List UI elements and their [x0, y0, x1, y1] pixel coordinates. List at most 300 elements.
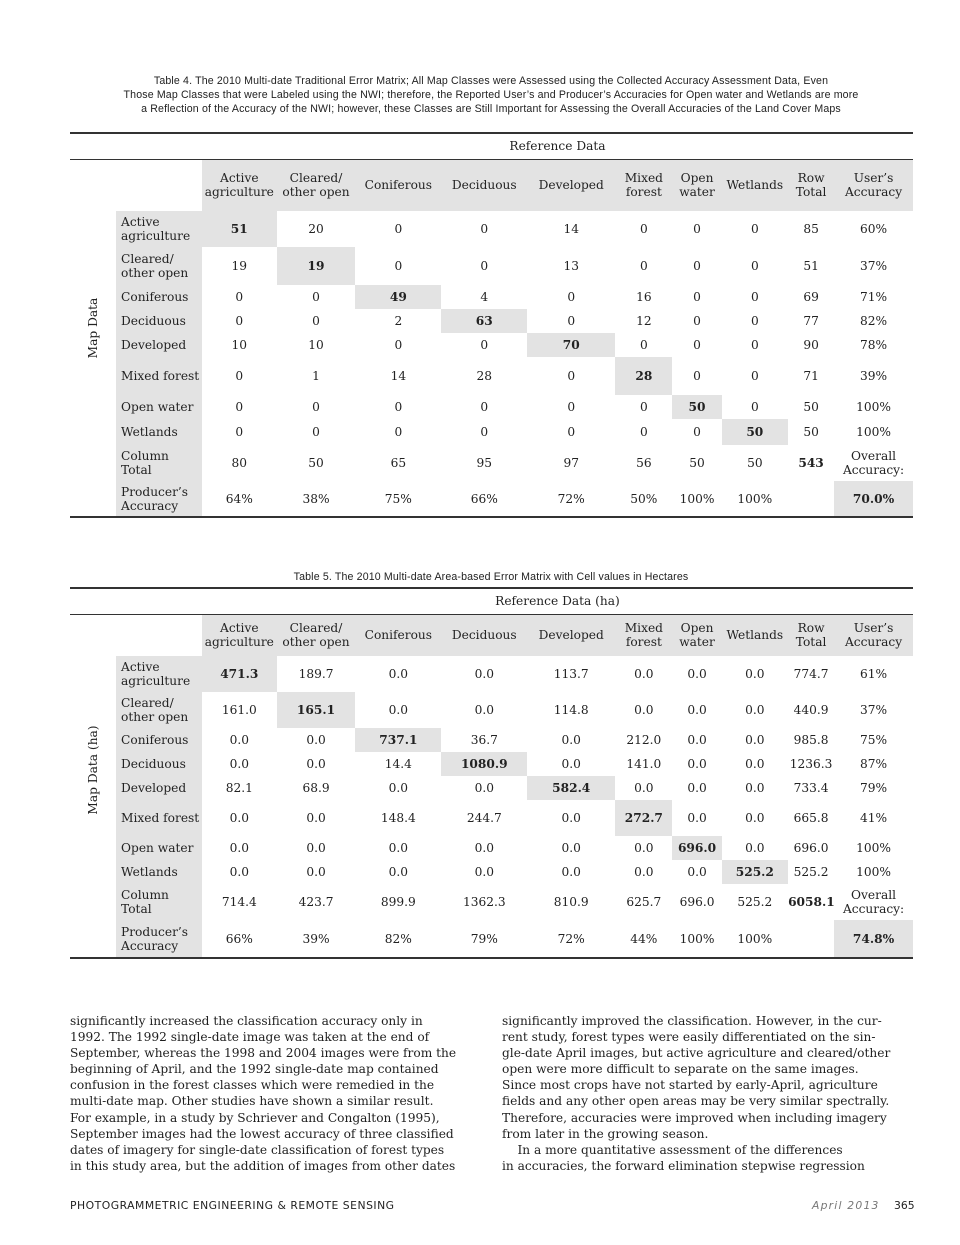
map-data-axis	[70, 211, 116, 445]
table-cell: 50	[672, 395, 721, 419]
body-text-line: fields and any other open areas may be very similar spectrally.	[502, 1094, 890, 1109]
table-cell: 244.7	[466, 811, 502, 825]
producer-accuracy-label: Producer’s Accuracy	[116, 920, 202, 958]
table-cell: 39%	[860, 369, 888, 383]
column-header: Deciduous	[441, 614, 527, 656]
table-cell: 50	[803, 425, 819, 439]
header-spacer	[70, 159, 116, 211]
producer-accuracy-cell: 39%	[277, 920, 356, 958]
body-text-line: multi-date map. Other studies have shown a similar result.	[70, 1094, 434, 1109]
table-cell: 1236.3	[789, 757, 833, 771]
body-text-line: Since most crops have not started by early-April, agriculture	[502, 1078, 878, 1093]
table-cell: 28	[615, 357, 672, 395]
column-total-cell: 50	[689, 456, 705, 470]
table-cell: 0	[480, 259, 489, 273]
table-cell: 985.8	[793, 733, 829, 747]
table-cell: 0.0	[634, 841, 654, 855]
table-cell: 113.7	[553, 667, 589, 681]
table-cell: 0.0	[687, 811, 707, 825]
table-cell: 114.8	[553, 703, 589, 717]
table-cell: 0.0	[687, 667, 707, 681]
table-row	[70, 836, 913, 860]
producer-accuracy-cell: 72%	[527, 481, 615, 517]
table-cell: 100%	[856, 865, 891, 879]
caption-line: Those Map Classes that were Labeled using the NWI; therefore, the Reported User’s and Producer’s Accuracies for Open water and Wetlands are more	[123, 89, 859, 101]
table4-caption	[70, 74, 912, 116]
table-cell: 0	[567, 425, 576, 439]
body-text-line: September, whereas the 1998 and 2004 images were from the	[70, 1046, 457, 1061]
body-text-line: gle-date April images, but active agriculture and cleared/other	[502, 1046, 891, 1061]
table-cell: 0	[235, 400, 244, 414]
column-total-cell: 714.4	[221, 895, 257, 909]
table-row	[70, 728, 913, 752]
table-cell: 90	[803, 338, 819, 352]
table-cell: 0.0	[745, 781, 765, 795]
row-label: Cleared/ other open	[116, 692, 202, 728]
column-header: Developed	[527, 159, 615, 211]
row-label: Developed	[116, 776, 202, 800]
table-cell: 0.0	[474, 841, 494, 855]
table-cell: 14	[563, 222, 579, 236]
table-cell: 82%	[860, 314, 888, 328]
row-label: Mixed forest	[116, 357, 202, 395]
table-cell: 0	[394, 338, 403, 352]
table-cell: 0	[312, 290, 320, 304]
column-header: Open water	[672, 614, 721, 656]
producer-accuracy-cell: 100%	[722, 481, 788, 517]
table-cell: 36.7	[470, 733, 498, 747]
table-cell: 14.4	[384, 757, 412, 771]
table-cell: 70	[527, 333, 615, 357]
table-cell: 0	[394, 425, 403, 439]
producer-accuracy-cell: 82%	[355, 920, 441, 958]
table-cell: 51	[202, 211, 277, 247]
reference-data-label: Reference Data (ha)	[202, 588, 913, 614]
table-cell: 0.0	[745, 757, 765, 771]
table-cell: 68.9	[302, 781, 330, 795]
table-cell: 10	[308, 338, 324, 352]
column-total-cell: 56	[636, 456, 652, 470]
table-cell: 71%	[860, 290, 888, 304]
table-cell: 0	[235, 290, 244, 304]
body-text-line: Therefore, accuracies were improved when including imagery	[502, 1110, 887, 1125]
table-cell: 0	[750, 369, 759, 383]
table-cell: 0.0	[229, 757, 249, 771]
table-cell: 51	[803, 259, 819, 273]
table-row	[70, 419, 913, 445]
body-text-line: 1992. The 1992 single-date image was taken at the end of	[70, 1030, 430, 1045]
table-cell: 0	[750, 259, 759, 273]
table-cell: 0	[750, 222, 759, 236]
table-cell: 0	[750, 314, 759, 328]
column-total-cell: 899.9	[380, 895, 416, 909]
table-cell: 212.0	[626, 733, 662, 747]
column-header: Mixed forest	[615, 159, 672, 211]
table-cell: 0.0	[388, 703, 409, 717]
table-cell: 14	[390, 369, 407, 383]
row-label: Active agriculture	[116, 211, 202, 247]
column-header: Row Total	[788, 614, 834, 656]
table-cell: 733.4	[793, 781, 829, 795]
table-cell: 0.0	[388, 667, 409, 681]
footer-issue-date: April 2013	[812, 1199, 880, 1212]
table-row	[70, 285, 913, 309]
footer-page-number: 365	[894, 1199, 915, 1212]
table-cell: 78%	[860, 338, 888, 352]
table-cell: 0.0	[388, 781, 409, 795]
table-cell: 0.0	[687, 703, 707, 717]
body-text-line: open were more difficult to separate on the same images.	[502, 1062, 859, 1077]
table-cell: 0.0	[388, 865, 409, 879]
table-cell: 189.7	[298, 667, 334, 681]
table-cell: 0.0	[306, 757, 326, 771]
table-cell: 0	[480, 425, 489, 439]
column-header: Open water	[672, 159, 721, 211]
producer-accuracy-cell: 72%	[527, 920, 615, 958]
table-cell: 0	[567, 314, 576, 328]
table-cell: 0	[693, 290, 701, 304]
table-cell: 0.0	[687, 757, 707, 771]
table-row	[70, 247, 913, 285]
column-header-row	[70, 159, 913, 211]
column-header: Active agriculture	[202, 614, 277, 656]
table-cell: 737.1	[355, 728, 441, 752]
table-cell: 0	[394, 259, 403, 273]
column-total-cell: 80	[231, 456, 248, 470]
table-cell: 440.9	[793, 703, 829, 717]
table-cell: 0.0	[745, 703, 765, 717]
table-cell: 0.0	[687, 865, 707, 879]
reference-data-label: Reference Data	[202, 133, 913, 159]
table-cell: 0	[693, 369, 701, 383]
table-cell: 0	[639, 259, 648, 273]
table-cell: 0.0	[229, 811, 249, 825]
header-spacer	[116, 133, 202, 159]
table5-area-error-matrix	[70, 587, 913, 959]
table-cell: 525.2	[793, 865, 829, 879]
column-header-row	[70, 614, 913, 656]
table-cell: 87%	[860, 757, 888, 771]
header-spacer	[116, 159, 202, 211]
header-spacer	[116, 614, 202, 656]
table-cell: 77	[803, 314, 819, 328]
row-label: Mixed forest	[116, 800, 202, 836]
column-header: User’s Accuracy	[834, 159, 913, 211]
header-spacer	[116, 588, 202, 614]
caption-line: a Reflection of the Accuracy of the NWI; however, these Classes are Still Important for Assessing the Overall Accuracies of the Land Cover Maps	[141, 103, 841, 115]
table-cell: 0	[750, 290, 759, 304]
table-cell: 0	[639, 425, 648, 439]
table-cell: 37%	[860, 703, 888, 717]
column-total-cell: 50	[308, 456, 324, 470]
table-cell: 100%	[856, 841, 891, 855]
footer-journal-name: PHOTOGRAMMETRIC ENGINEERING & REMOTE SENSING	[70, 1199, 395, 1212]
column-header: Coniferous	[355, 159, 441, 211]
table-cell: 0	[312, 314, 320, 328]
row-spacer	[70, 481, 116, 517]
table-cell: 0.0	[306, 841, 326, 855]
column-header: Coniferous	[355, 614, 441, 656]
table-cell: 61%	[860, 667, 888, 681]
producer-accuracy-cell: 100%	[672, 481, 721, 517]
header-spacer	[70, 588, 116, 614]
producer-accuracy-cell: 66%	[202, 920, 277, 958]
table-cell: 50	[803, 400, 819, 414]
table-cell: 0.0	[474, 781, 494, 795]
table-cell: 0.0	[745, 811, 765, 825]
column-total-cell: 423.7	[298, 895, 334, 909]
column-total-cell: 65	[390, 456, 407, 470]
column-total-cell: 95	[476, 456, 493, 470]
table-cell: 0.0	[561, 811, 581, 825]
table-cell: 0	[639, 222, 648, 236]
table-cell: 0.0	[634, 865, 654, 879]
table-row	[70, 395, 913, 419]
column-header: User’s Accuracy	[834, 614, 913, 656]
body-text-line: For example, in a study by Schriever and Congalton (1995),	[70, 1110, 440, 1125]
row-label: Wetlands	[116, 860, 202, 884]
row-label: Cleared/ other open	[116, 247, 202, 285]
table-cell: 141.0	[626, 757, 662, 771]
table-row	[70, 333, 913, 357]
table-cell: 0	[750, 400, 759, 414]
table-cell: 10	[231, 338, 248, 352]
table-cell: 4	[480, 290, 489, 304]
table-cell: 0.0	[561, 757, 581, 771]
row-label: Active agriculture	[116, 656, 202, 692]
table-cell: 100%	[856, 400, 891, 414]
table-cell: 0	[693, 425, 701, 439]
table-cell: 0	[693, 259, 701, 273]
column-header: Wetlands	[722, 614, 788, 656]
column-total-cell: 50	[747, 456, 763, 470]
table-cell: 79%	[860, 781, 888, 795]
table-cell: 60%	[860, 222, 888, 236]
body-text-line: confusion in the forest classes which were remedied in the	[70, 1078, 435, 1093]
table-cell: 71	[803, 369, 819, 383]
table-cell: 85	[803, 222, 819, 236]
table-cell: 0	[480, 338, 489, 352]
column-header: Cleared/ other open	[277, 614, 356, 656]
table-cell: 582.4	[527, 776, 615, 800]
producer-accuracy-cell: 100%	[722, 920, 788, 958]
column-total-label: Column Total	[116, 445, 202, 481]
row-spacer	[70, 445, 116, 481]
table-cell: 0.0	[561, 733, 581, 747]
column-total-cell: 625.7	[626, 895, 662, 909]
column-total-cell: 810.9	[553, 895, 589, 909]
header-spacer	[70, 133, 116, 159]
table-row	[70, 309, 913, 333]
row-label: Open water	[116, 395, 202, 419]
table-cell: 665.8	[793, 811, 829, 825]
caption-line: Table 4. The 2010 Multi-date Traditional Error Matrix; All Map Classes were Assessed using the Collected Accuracy Assessment Data, Even	[153, 75, 829, 87]
table-cell: 1080.9	[441, 752, 527, 776]
table-cell: 696.0	[793, 841, 829, 855]
producer-accuracy-cell: 100%	[672, 920, 721, 958]
map-data-axis	[70, 656, 116, 884]
body-text-line: in accuracies, the forward elimination stepwise regression	[502, 1158, 865, 1173]
table-cell: 0.0	[474, 865, 494, 879]
table-cell: 0.0	[634, 781, 654, 795]
table-cell: 0.0	[634, 667, 654, 681]
overall-accuracy-value: 70.0%	[834, 481, 913, 517]
table-cell: 50	[722, 419, 788, 445]
table-cell: 0	[693, 222, 701, 236]
table-cell: 69	[803, 290, 819, 304]
table-cell: 148.4	[380, 811, 416, 825]
map-data-label: Map Data	[86, 297, 101, 359]
table-cell: 0	[394, 222, 403, 236]
body-text-line: from later in the growing season.	[502, 1126, 709, 1141]
table-cell: 525.2	[722, 860, 788, 884]
reference-header-row	[70, 588, 913, 614]
table-cell: 0.0	[561, 841, 581, 855]
table-cell: 0	[567, 290, 576, 304]
table-cell: 0.0	[687, 781, 707, 795]
table-cell: 0	[693, 338, 701, 352]
table-row	[70, 357, 913, 395]
table-cell: 0	[567, 400, 576, 414]
table-cell: 1	[312, 369, 320, 383]
table-row	[70, 656, 913, 692]
column-total-cell: 696.0	[679, 895, 715, 909]
table-cell: 696.0	[672, 836, 721, 860]
table-cell: 16	[636, 290, 652, 304]
body-text-line: rent study, forest types were easily differentiated on the sin-	[502, 1030, 876, 1045]
table-row	[70, 752, 913, 776]
table-cell: 272.7	[615, 800, 672, 836]
table-cell: 774.7	[793, 667, 829, 681]
table-cell: 0	[394, 400, 403, 414]
body-text-line: in this study area, but the addition of images from other dates	[70, 1158, 456, 1173]
table-cell: 0.0	[745, 733, 765, 747]
table-row	[70, 776, 913, 800]
producer-accuracy-cell: 66%	[441, 481, 527, 517]
table-cell: 0	[312, 400, 320, 414]
producer-accuracy-cell: 75%	[355, 481, 441, 517]
table-cell: 0.0	[388, 841, 409, 855]
producer-accuracy-cell: 64%	[202, 481, 277, 517]
table-cell: 0	[639, 338, 648, 352]
table4-error-matrix	[70, 132, 913, 518]
table-cell: 0.0	[561, 865, 581, 879]
reference-header-row	[70, 133, 913, 159]
table-cell: 82.1	[225, 781, 253, 795]
table-cell: 0.0	[306, 865, 326, 879]
table-cell: 0.0	[229, 841, 249, 855]
table-cell: 0.0	[745, 667, 765, 681]
row-label: Deciduous	[116, 752, 202, 776]
table-cell: 0	[480, 400, 489, 414]
column-header: Mixed forest	[615, 614, 672, 656]
table-cell: 0.0	[634, 703, 654, 717]
table-cell: 28	[476, 369, 493, 383]
overall-accuracy-label: Overall Accuracy:	[842, 449, 905, 477]
body-text-right-column	[502, 1013, 912, 1174]
row-label: Deciduous	[116, 309, 202, 333]
table-cell: 0.0	[229, 865, 249, 879]
body-text-line: dates of imagery for single-date classification of forest types	[70, 1142, 445, 1157]
table-cell: 165.1	[277, 692, 356, 728]
table-row	[70, 692, 913, 728]
map-data-label: Map Data (ha)	[86, 725, 101, 815]
overall-accuracy-value: 74.8%	[834, 920, 913, 958]
row-label: Open water	[116, 836, 202, 860]
producer-accuracy-label: Producer’s Accuracy	[116, 481, 202, 517]
row-label: Wetlands	[116, 419, 202, 445]
table-cell: 49	[355, 285, 441, 309]
table-cell: 0	[750, 338, 759, 352]
table-cell: 0	[567, 369, 576, 383]
row-label: Developed	[116, 333, 202, 357]
column-header: Wetlands	[722, 159, 788, 211]
producer-accuracy-cell	[788, 920, 834, 958]
table-cell: 75%	[860, 733, 888, 747]
row-spacer	[70, 920, 116, 958]
column-header: Row Total	[788, 159, 834, 211]
table-cell: 0	[480, 222, 489, 236]
table-row	[70, 800, 913, 836]
producer-accuracy-cell: 38%	[277, 481, 356, 517]
body-text-line: September images had the lowest accuracy of three classified	[70, 1126, 454, 1141]
table-cell: 12	[636, 314, 652, 328]
table-cell: 0.0	[745, 841, 765, 855]
table-cell: 0	[235, 425, 244, 439]
column-header: Deciduous	[441, 159, 527, 211]
table-cell: 0.0	[687, 733, 707, 747]
table-cell: 0.0	[474, 667, 494, 681]
table-cell: 161.0	[221, 703, 257, 717]
column-total-cell: 525.2	[737, 895, 773, 909]
column-total-cell: 543	[798, 456, 824, 470]
column-total-row	[70, 445, 913, 481]
column-total-cell: 1362.3	[462, 895, 506, 909]
table-cell: 0	[235, 369, 244, 383]
producer-accuracy-row	[70, 481, 913, 517]
table-cell: 20	[308, 222, 324, 236]
producer-accuracy-cell: 79%	[441, 920, 527, 958]
column-total-row	[70, 884, 913, 920]
column-total-cell: 97	[563, 456, 579, 470]
body-text-line: significantly increased the classification accuracy only in	[70, 1014, 423, 1028]
body-text-left-column	[70, 1013, 480, 1174]
header-spacer	[70, 614, 116, 656]
table-cell: 0	[235, 314, 244, 328]
body-text-line: beginning of April, and the 1992 single-date map contained	[70, 1062, 439, 1077]
table-cell: 0.0	[229, 733, 249, 747]
producer-accuracy-cell: 44%	[615, 920, 672, 958]
body-text-line: significantly improved the classification. However, in the cur-	[502, 1014, 882, 1028]
producer-accuracy-cell: 50%	[615, 481, 672, 517]
table-cell: 63	[441, 309, 527, 333]
column-total-label: Column Total	[116, 884, 202, 920]
table-cell: 37%	[860, 259, 888, 273]
caption-line: Table 5. The 2010 Multi-date Area-based Error Matrix with Cell values in Hectares	[293, 571, 689, 583]
table-cell: 0.0	[306, 811, 326, 825]
row-spacer	[70, 884, 116, 920]
table5-caption	[70, 570, 912, 584]
column-total-cell: 6058.1	[788, 895, 835, 909]
table-cell: 13	[563, 259, 579, 273]
body-text-line: In a more quantitative assessment of the differences	[502, 1142, 843, 1157]
table-cell: 471.3	[202, 656, 277, 692]
table-row	[70, 211, 913, 247]
table-cell: 41%	[860, 811, 888, 825]
row-label: Coniferous	[116, 728, 202, 752]
table-row	[70, 860, 913, 884]
column-header: Active agriculture	[202, 159, 277, 211]
